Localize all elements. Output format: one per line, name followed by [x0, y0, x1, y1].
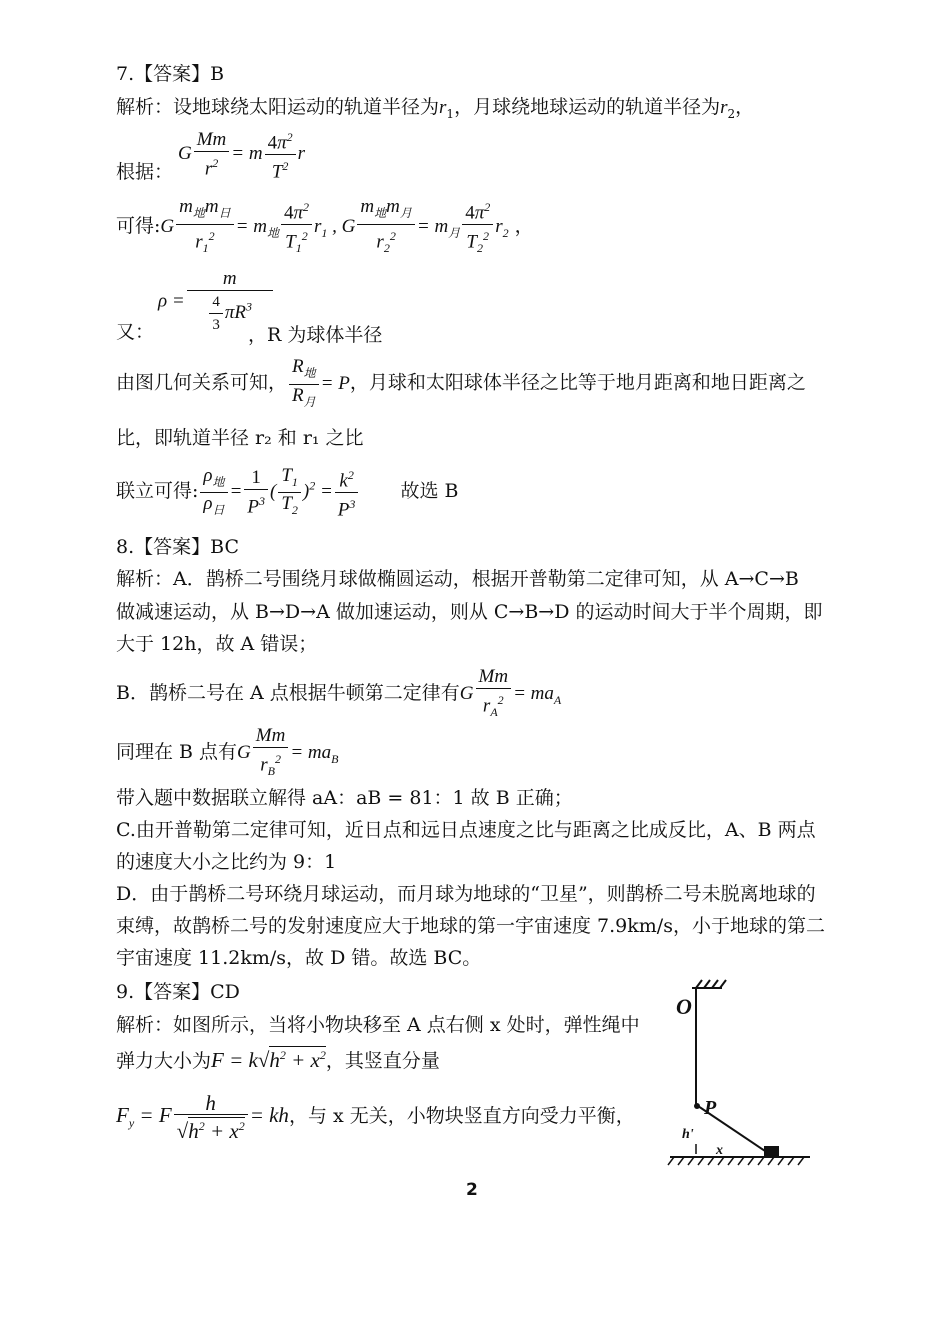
- label-O: O: [676, 994, 692, 1019]
- q9-physics-figure: [660, 978, 820, 1174]
- q8-line-c1: C.由开普勒第二定律可知，近日点和远日点速度之比与距离之比成反比，A、B 两点: [116, 819, 816, 841]
- q8-title: 8.【答案】BC: [116, 536, 239, 558]
- label-x: x: [716, 1143, 723, 1158]
- q8-line-d2: 束缚，故鹊桥二号的发射速度应大于地球的第一宇宙速度 7.9km/s，小于地球的第二: [116, 915, 825, 937]
- q7-gravity-formula: G $\frac{Mm}{r^2}$ = m $\frac{4\pi^2}{T^2}$ r: [178, 126, 305, 184]
- small-block: [764, 1146, 779, 1157]
- q7-choice: 故选 B: [400, 480, 459, 503]
- q7-geometry-line: 由图几何关系可知， $\frac{R_地}{R_月}$ = P，月球和太阳球体半径之比等于地月距离和地日距离之: [116, 356, 806, 409]
- q8-line-d3: 宇宙速度 11.2km/s，故 D 错。故选 BC。: [116, 947, 482, 969]
- q8-line-b: B．鹊桥二号在 A 点根据牛顿第二定律有G $\frac{Mm}{r_A^2}$ = $ma_A$: [116, 666, 562, 720]
- q8-line-d1: D．由于鹊桥二号环绕月球运动，而月球为地球的“卫星”，则鹊桥二号未脱离地球的: [116, 883, 816, 905]
- pulley-point: [694, 1103, 700, 1109]
- ceiling-hatch: [692, 980, 726, 988]
- q7-title: 7.【答案】B: [116, 63, 225, 85]
- page-number: 2: [466, 1180, 478, 1200]
- q7-basis-label: 根据：: [116, 161, 174, 183]
- label-P: P: [704, 1097, 717, 1119]
- q8-line1: 解析：A．鹊桥二号围绕月球做椭圆运动，根据开普勒第二定律可知，从 A→C→B: [116, 568, 799, 590]
- q8-line3: 大于 12h，故 A 错误；: [116, 633, 318, 655]
- q7-analysis-line: 解析：设地球绕太阳运动的轨道半径为$r_1$，月球绕地球运动的轨道半径为$r_2$，: [116, 96, 755, 121]
- q8-line2: 做减速运动，从 B→D→A 做加速运动，则从 C→B→D 的运动时间大于半个周期，即: [116, 601, 823, 623]
- q7-radius-note: ，R 为球体半径: [248, 324, 383, 346]
- q7-derived-formulas: 可得:G $\frac{m_地m_日}{r_1^2}$ = $m_地$ $\frac{4\pi^2}{T_1^2}$ $r_1$ , G $\frac{m_地m_月}{r_2^2}$ = $m_月$ $\frac{4\pi^2}{T_2^2}$ $r_2$ ，: [116, 196, 534, 256]
- label-h: h': [682, 1127, 694, 1142]
- q9-line3: $F_y = F$ $\frac{h}{√h^2 + x^2}$ = kh，与 x 无关，小物块竖直方向受力平衡，: [116, 1091, 635, 1143]
- q8-line-c2: 的速度大小之比约为 9：1: [116, 851, 337, 873]
- q7-combined-result: 联立可得: $\frac{\rho_地}{\rho_日}$ = $\frac{1}{P^3}$ ( $\frac{T_1}{T_2}$ )$^2$ = $\frac{k^2}{P^3}$ 故选 B: [116, 464, 459, 521]
- q7-ratio-line: 比，即轨道半径 r₂ 和 r₁ 之比: [116, 427, 364, 449]
- ground-hatch: [668, 1157, 804, 1165]
- q7-density-formula: ρ = m $\frac{4}{3}$ $\pi R^3$: [158, 268, 275, 336]
- q8-line-calc: 带入题中数据联立解得 aA：aB = 81：1 故 B 正确；: [116, 787, 573, 809]
- q9-title: 9.【答案】CD: [116, 981, 240, 1003]
- q8-line-same: 同理在 B 点有G $\frac{Mm}{r_B^2}$ = $ma_B$: [116, 725, 339, 779]
- q9-line1: 解析：如图所示，当将小物块移至 A 点右侧 x 处时，弹性绳中: [116, 1014, 640, 1036]
- q9-line2: 弹力大小为$F = k√h^2 + x^2$，其竖直分量: [116, 1048, 440, 1072]
- q7-and-label: 又：: [116, 321, 155, 343]
